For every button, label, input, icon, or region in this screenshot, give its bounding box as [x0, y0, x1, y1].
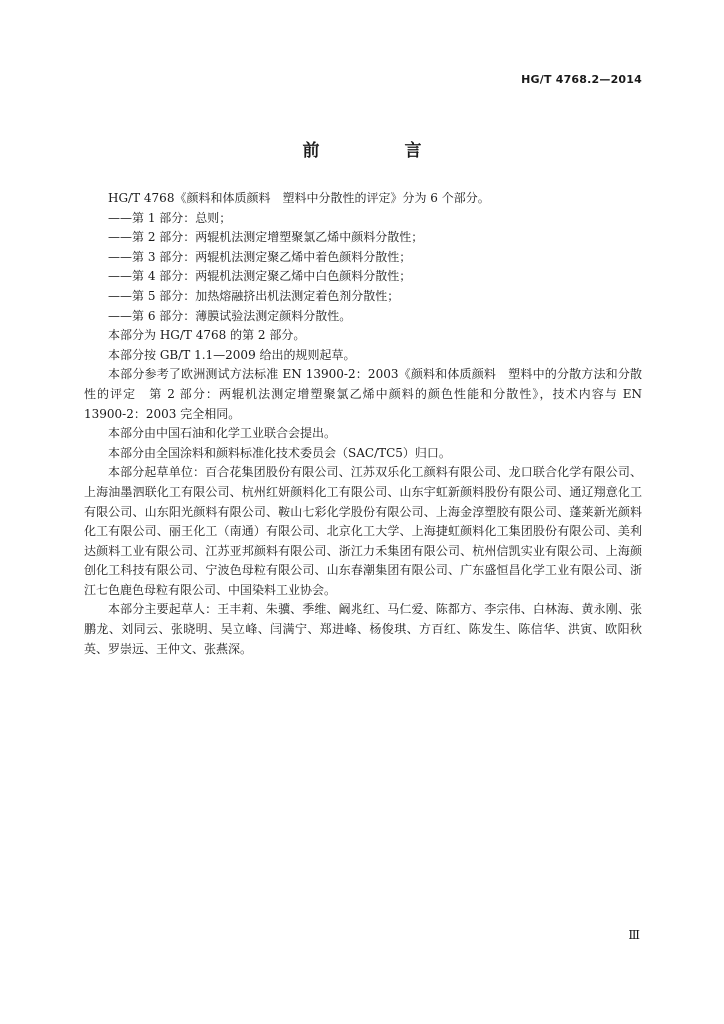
proposer-paragraph: 本部分由中国石油和化学工业联合会提出。 — [108, 426, 337, 441]
page-title: 前 言 — [302, 141, 456, 161]
part-item-2: ——第 2 部分：两辊机法测定增塑聚氯乙烯中颜料分散性； — [108, 230, 424, 245]
reference-paragraph: 本部分参考了欧洲测试方法标准 EN 13900-2：2003《颜料和体质颜料 塑料中的分散方法和分散性的评定 第 2 部分：两辊机法测定增塑聚氯乙烯中颜料的颜色性能和分散性》，技术内容与 EN 13900-2：2003 完全相同。 — [84, 367, 642, 421]
part-item-3: ——第 3 部分：两辊机法测定聚乙烯中着色颜料分散性； — [108, 249, 412, 264]
drafting-units-paragraph: 本部分起草单位：百合花集团股份有限公司、江苏双乐化工颜料有限公司、龙口联合化学有限公司、上海油墨泗联化工有限公司、杭州红妍颜料化工有限公司、山东宇虹新颜料股份有限公司、通辽翔意化工有限公司、山东阳光颜料有限公司、鞍山七彩化学股份有限公司、上海金淳塑胶有限公司、蓬莱新光颜料化工有限公司、丽王化工（南通）有限公司、北京化工大学、上海捷虹颜料化工集团股份有限公司、美利达颜料工业有限公司、江苏亚邦颜料有限公司、浙江力禾集团有限公司、杭州信凯实业有限公司、上海颜创化工科技有限公司、宁波色母粒有限公司、山东春潮集团有限公司、广东盛恒昌化学工业有限公司、浙江七色鹿色母粒有限公司、中国染料工业协会。 — [84, 465, 642, 597]
body-text — [84, 189, 642, 659]
part-item-4: ——第 4 部分：两辊机法测定聚乙烯中白色颜料分散性； — [108, 269, 412, 284]
administrator-paragraph: 本部分由全国涂料和颜料标准化技术委员会（SAC/TC5）归口。 — [108, 445, 451, 460]
part-item-6: ——第 6 部分：薄膜试验法测定颜料分散性。 — [108, 308, 352, 323]
part-item-1: ——第 1 部分：总则； — [108, 210, 232, 225]
page-number: Ⅲ — [628, 928, 640, 942]
intro-paragraph: HG/T 4768《颜料和体质颜料 塑料中分散性的评定》分为 6 个部分。 — [108, 191, 490, 205]
part-item-5: ——第 5 部分：加热熔融挤出机法测定着色剂分散性； — [108, 288, 400, 303]
drafters-paragraph: 本部分主要起草人：王丰莉、朱骥、季维、阚兆红、马仁爱、陈都方、李宗伟、白林海、黄永刚、张鹏龙、刘同云、张晓明、吴立峰、闫满宁、郑进峰、杨俊琪、方百红、陈发生、陈信华、洪寅、欧阳秋英、罗崇远、王仲文、张燕深。 — [84, 602, 642, 656]
document-code: HG/T 4768.2—2014 — [521, 73, 642, 86]
part-of-paragraph: 本部分为 HG/T 4768 的第 2 部分。 — [108, 328, 306, 343]
drafting-rule-paragraph: 本部分按 GB/T 1.1—2009 给出的规则起草。 — [108, 347, 356, 362]
